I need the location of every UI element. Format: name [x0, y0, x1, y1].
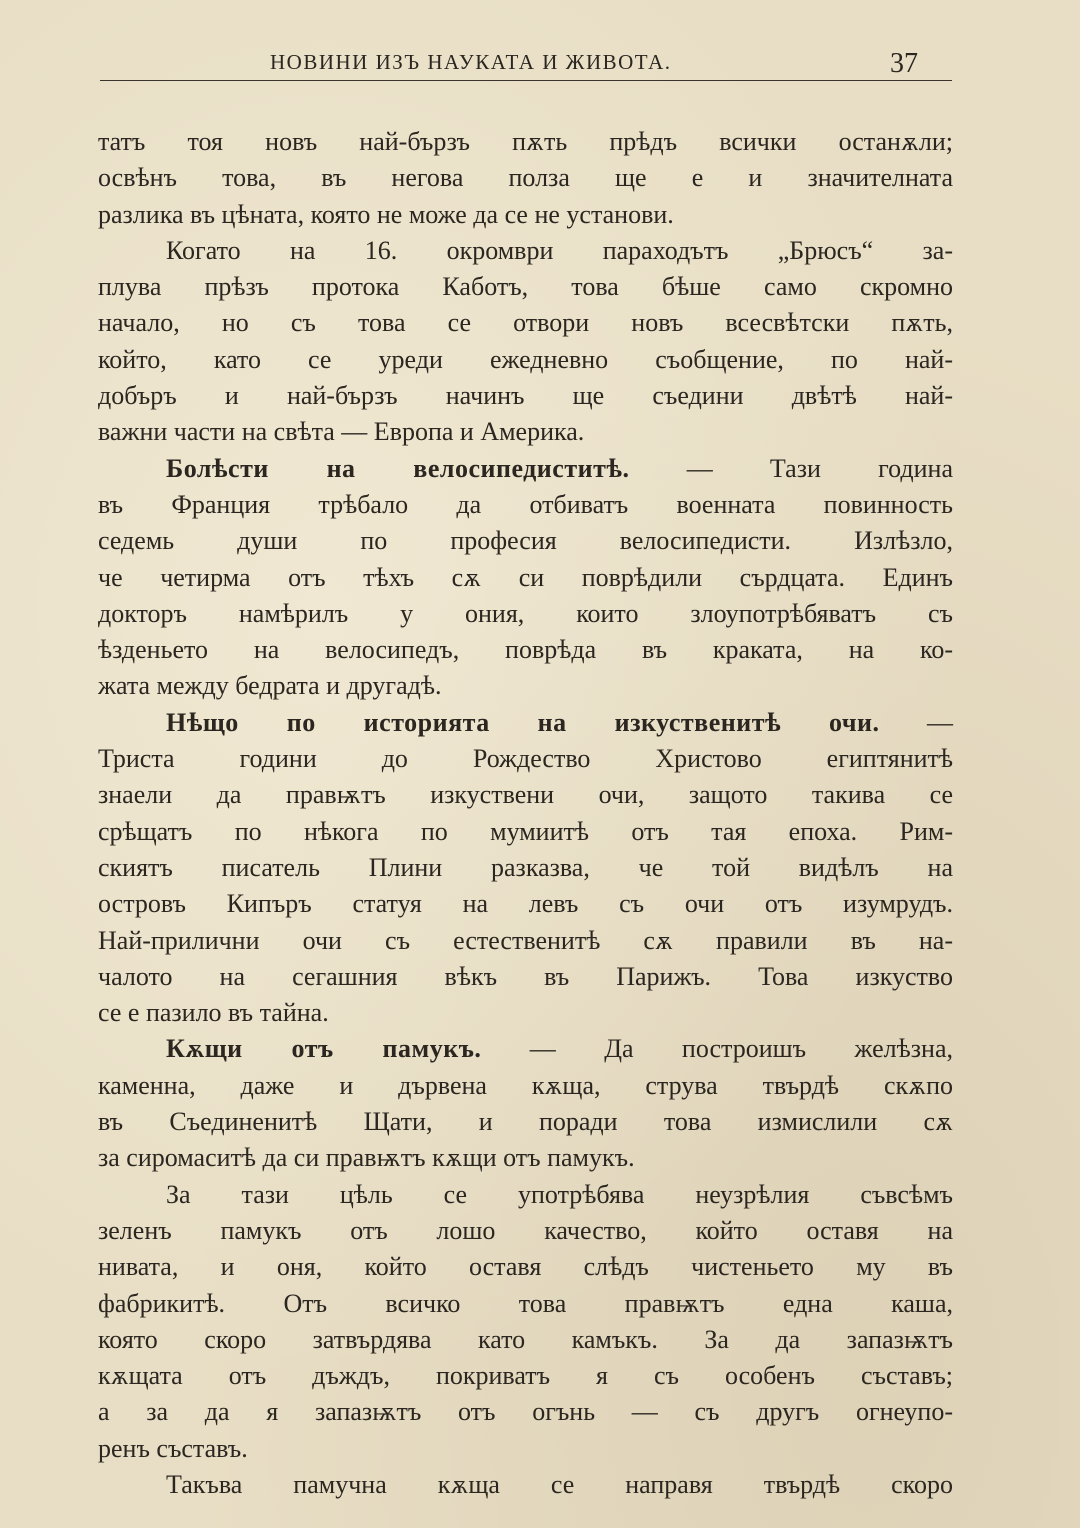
line-text: въ Съединенитѣ Щати, и поради това измислили сѫ — [98, 1107, 953, 1137]
line-text: освѣнъ това, въ негова полза ще е и значителната — [98, 163, 953, 193]
text-line — [98, 959, 953, 995]
text-line — [98, 305, 953, 341]
line-text: седемь души по професия велосипедисти. Излѣзло, — [98, 526, 953, 556]
text-line — [98, 705, 953, 741]
article-section — [98, 451, 953, 705]
page-body-text — [98, 124, 953, 1503]
text-line — [98, 1140, 953, 1176]
line-text: чалото на сегашния вѣкъ въ Парижъ. Това изкуство — [98, 961, 953, 991]
line-text: която скоро затвърдява като камъкъ. За да запазѭтъ — [98, 1324, 953, 1354]
text-line — [98, 1394, 953, 1430]
text-line — [98, 777, 953, 813]
line-text: — — [879, 707, 953, 737]
text-line — [98, 342, 953, 378]
running-title: НОВИНИ ИЗЪ НАУКАТА И ЖИВОТА. — [270, 50, 672, 74]
text-line — [98, 1104, 953, 1140]
line-text: фабрикитѣ. Отъ всичко това правѭтъ една каша, — [98, 1288, 953, 1318]
line-text: зеленъ памукъ отъ лошо качество, който оставя на — [98, 1215, 953, 1245]
text-line — [98, 850, 953, 886]
text-line — [98, 233, 953, 269]
header-rule — [100, 80, 952, 81]
text-line — [98, 995, 953, 1031]
text-line — [98, 523, 953, 559]
text-line — [98, 632, 953, 668]
text-line — [98, 923, 953, 959]
line-text: че четирма отъ тѣхъ сѫ си поврѣдили сърдцата. Единъ — [98, 562, 953, 592]
text-line — [98, 1467, 953, 1503]
line-text: срѣщатъ по нѣкога по мумиитѣ отъ тая епоха. Рим- — [98, 816, 953, 846]
text-line — [98, 414, 953, 450]
article-section — [98, 705, 953, 1032]
paragraph — [98, 1467, 953, 1503]
line-text: се е пазило въ тайна. — [98, 998, 329, 1028]
line-text: Най-прилични очи съ естественитѣ сѫ правили въ на- — [98, 925, 953, 955]
line-text: въ Франция трѣбало да отбиватъ военната повинность — [98, 489, 953, 519]
text-line — [98, 886, 953, 922]
text-line — [98, 596, 953, 632]
section-heading: Болѣсти на велосипедиститѣ. — [166, 453, 630, 483]
text-line — [98, 1431, 953, 1467]
text-line — [98, 124, 953, 160]
text-line — [98, 1068, 953, 1104]
text-line — [98, 741, 953, 777]
line-text: знаели да правѭтъ изкуствени очи, защото такива се — [98, 780, 953, 810]
text-line — [98, 1322, 953, 1358]
text-line — [98, 1358, 953, 1394]
text-line — [98, 160, 953, 196]
text-line — [98, 378, 953, 414]
text-line — [98, 1177, 953, 1213]
line-text: добъръ и най-бързъ начинъ ще съедини двѣтѣ най- — [98, 381, 953, 411]
line-text: Когато на 16. окромври параходътъ „Брюсъ“ за- — [166, 235, 953, 265]
article-section — [98, 1031, 953, 1176]
line-text: начало, но съ това се отвори новъ всесвѣтски пѫть, — [98, 308, 953, 338]
text-line — [98, 487, 953, 523]
line-text: кѫщата отъ дъждъ, покриватъ я съ особенъ съставъ; — [98, 1361, 953, 1391]
line-text: каменна, даже и дървена кѫща, струва твърдѣ скѫпо — [98, 1070, 953, 1100]
text-line — [98, 197, 953, 233]
line-text: Такъва памучна кѫща се направя твърдѣ скоро — [166, 1469, 953, 1499]
page-number: 37 — [890, 48, 918, 79]
text-line — [98, 1031, 953, 1067]
line-text: важни части на свѣта — Европа и Америка. — [98, 417, 585, 447]
paragraph — [98, 233, 953, 451]
line-text: жата между бедрата и другадѣ. — [98, 671, 442, 701]
text-line — [98, 451, 953, 487]
section-heading: Кѫщи отъ памукъ. — [166, 1034, 482, 1064]
running-header — [100, 48, 952, 88]
line-text: — Да построишъ желѣзна, — [481, 1034, 953, 1064]
line-text: ѣзденьето на велосипедъ, поврѣда въ краката, на ко- — [98, 635, 953, 665]
line-text: — Тази година — [629, 453, 953, 483]
line-text: плува прѣзъ протока Каботъ, това бѣше само скромно — [98, 272, 953, 302]
line-text: разлика въ цѣната, която не може да се не установи. — [98, 199, 674, 229]
paragraph — [98, 1177, 953, 1467]
line-text: скиятъ писатель Плини разказва, че той видѣлъ на — [98, 852, 953, 882]
line-text: островъ Кипъръ статуя на левъ съ очи отъ изумрудъ. — [98, 889, 953, 919]
text-line — [98, 668, 953, 704]
line-text: а за да я запазѭтъ отъ огънь — съ другъ огнеупо- — [98, 1397, 953, 1427]
text-line — [98, 1213, 953, 1249]
line-text: Триста години до Рождество Христово египтянитѣ — [98, 744, 953, 774]
line-text: докторъ намѣрилъ у ония, които злоупотрѣбяватъ съ — [98, 598, 953, 628]
line-text: ренъ съставъ. — [98, 1433, 248, 1463]
line-text: татъ тоя новъ най-бързъ пѫть прѣдъ всички останѫли; — [98, 127, 953, 156]
text-line — [98, 269, 953, 305]
text-line — [98, 1286, 953, 1322]
line-text: който, като се уреди ежедневно съобщение, по най- — [98, 344, 953, 374]
line-text: за сиромаситѣ да си правѭтъ кѫщи отъ памукъ. — [98, 1143, 635, 1173]
section-heading: Нѣщо по историята на изкуственитѣ очи. — [166, 707, 880, 737]
paragraph — [98, 124, 953, 233]
line-text: За тази цѣль се употрѣбява неузрѣлия съвсѣмъ — [166, 1179, 953, 1209]
text-line — [98, 814, 953, 850]
text-line — [98, 1249, 953, 1285]
text-line — [98, 560, 953, 596]
line-text: нивата, и оня, който оставя слѣдъ чистеньето му въ — [98, 1252, 953, 1282]
